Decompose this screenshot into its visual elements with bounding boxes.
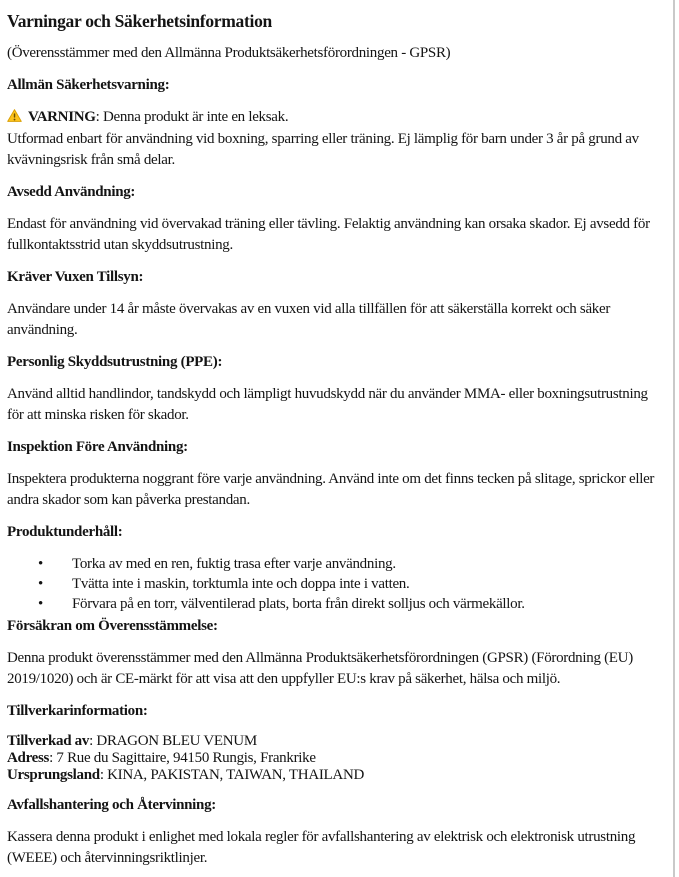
section-heading-waste: Avfallshantering och Återvinning:: [7, 797, 216, 813]
field-value: : 7 Rue du Sagittaire, 94150 Rungis, Frankrike: [49, 750, 316, 766]
section-heading-maintenance: Produktunderhåll:: [7, 524, 123, 540]
manufacturer-made-by: [7, 733, 662, 750]
list-item: • Tvätta inte i maskin, torktumla inte och doppa inte i vatten.: [7, 574, 662, 594]
section-heading-general-warning: Allmän Säkerhetsvarning:: [7, 77, 170, 93]
adult-supervision-body: Användare under 14 år måste övervakas av en vuxen vid alla tillfällen för att säkerställa korrekt och säker användning.: [7, 301, 611, 338]
section-heading-manufacturer: Tillverkarinformation:: [7, 703, 148, 719]
manufacturer-origin: [7, 767, 662, 784]
manufacturer-info: [7, 733, 662, 784]
warning-paragraph: [7, 107, 662, 171]
section-heading-conformity: Försäkran om Överensstämmelse:: [7, 618, 218, 634]
section-heading-intended-use: Avsedd Användning:: [7, 184, 136, 200]
compliance-note: (Överensstämmer med den Allmänna Produktsäkerhetsförordningen - GPSR): [7, 45, 451, 61]
conformity-body: Denna produkt överensstämmer med den Allmänna Produktsäkerhetsförordningen (GPSR) (Förordning (EU) 2019/1020) och är CE-märkt för att visa att den uppfyller EU:s krav på säkerhet, hälsa och miljö.: [7, 650, 633, 687]
intended-use-body: Endast för användning vid övervakad träning eller tävling. Felaktig användning kan orsaka skador. Ej avsedd för fullkontaktsstrid utan skyddsutrustning.: [7, 216, 650, 253]
waste-body: Kassera denna produkt i enlighet med lokala regler för avfallshantering av elektrisk och elektronisk utrustning (WEEE) och återvinningsriktlinjer.: [7, 829, 636, 866]
maintenance-bullet-list: [7, 554, 662, 614]
list-item: • Förvara på en torr, välventilerad plats, borta från direkt solljus och värmekällor.: [7, 594, 662, 614]
warning-label: VARNING: [28, 109, 96, 125]
section-heading-inspection: Inspektion Före Användning:: [7, 439, 188, 455]
inspection-body: Inspektera produkterna noggrant före varje användning. Använd inte om det finns tecken på slitage, sprickor eller andra skador som kan påverka prestandan.: [7, 471, 655, 508]
page-right-border: [673, 0, 675, 877]
list-item: • Torka av med en ren, fuktig trasa efter varje användning.: [7, 554, 662, 574]
section-heading-ppe: Personlig Skyddsutrustning (PPE):: [7, 354, 223, 370]
section-heading-adult-supervision: Kräver Vuxen Tillsyn:: [7, 269, 144, 285]
warning-line: [7, 107, 662, 129]
document-title: Varningar och Säkerhetsinformation: [7, 11, 272, 31]
field-value: : KINA, PAKISTAN, TAIWAN, THAILAND: [99, 767, 365, 783]
field-label: Tillverkad av: [7, 733, 90, 749]
field-label: Ursprungsland: [7, 767, 100, 783]
ppe-body: Använd alltid handlindor, tandskydd och lämpligt huvudskydd när du använder MMA- eller boxningsutrustning för att minska risken för skador.: [7, 386, 648, 423]
warning-text: : Denna produkt är inte en leksak.: [95, 109, 289, 125]
manufacturer-address: [7, 750, 662, 767]
field-label: Adress: [7, 750, 50, 766]
field-value: : DRAGON BLEU VENUM: [89, 733, 257, 749]
general-warning-body: Utformad enbart för användning vid boxning, sparring eller träning. Ej lämplig för barn under 3 år på grund av kvävningsrisk från små delar.: [7, 131, 639, 168]
warning-triangle-icon: [7, 108, 22, 129]
